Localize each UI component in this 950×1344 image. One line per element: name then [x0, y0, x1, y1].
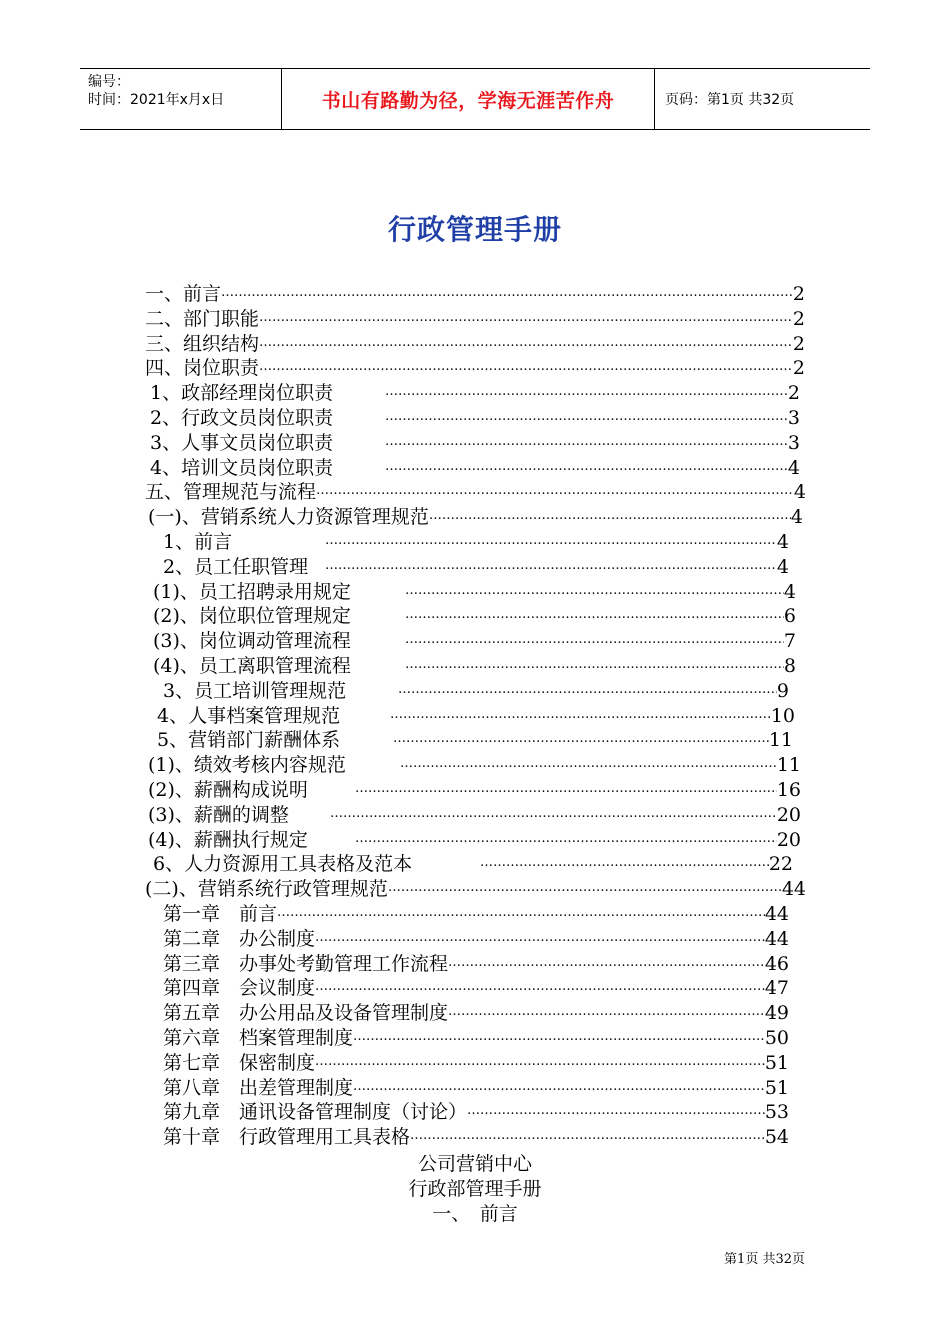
toc-entry-page: 20 — [776, 803, 801, 826]
toc-entry — [163, 1075, 789, 1100]
toc-entry — [163, 1000, 789, 1025]
toc-entry-page: 54 — [764, 1126, 789, 1149]
toc-entry-page: 4 — [783, 580, 796, 603]
header-page-info: 页码：第1页 共32页 — [665, 92, 795, 108]
toc-entry-leader — [330, 804, 777, 824]
toc-entry — [145, 306, 805, 331]
closing-line-section: 一、 前言 — [432, 1203, 518, 1225]
toc-entry-leader — [353, 1077, 765, 1097]
toc-entry-page: 2 — [792, 332, 805, 355]
document-number-label: 编号： — [88, 74, 130, 90]
toc-entry-page: 4 — [790, 506, 803, 529]
toc-entry-leader — [385, 382, 788, 402]
toc-entry-page: 11 — [768, 729, 793, 752]
toc-entry — [150, 405, 800, 430]
toc-entry-leader — [480, 853, 769, 873]
header-motto: 书山有路勤为径，学海无涯苦作舟 — [321, 89, 615, 112]
toc-entry-label: (1)、员工招聘录用规定 — [153, 580, 351, 603]
toc-entry-page: 4 — [793, 481, 806, 504]
toc-entry — [148, 504, 803, 529]
toc-entry — [157, 727, 793, 752]
toc-entry-leader — [390, 705, 771, 725]
document-title: 行政管理手册 — [387, 213, 562, 246]
toc-entry-leader — [385, 432, 788, 452]
toc-entry — [150, 380, 800, 405]
toc-entry-page: 3 — [787, 407, 800, 429]
toc-entry-page: 2 — [787, 382, 800, 405]
closing-line-company: 公司营销中心 — [417, 1153, 532, 1175]
toc-entry-label: 第六章 档案管理制度 — [163, 1027, 354, 1049]
header-page-cell — [655, 69, 870, 129]
toc-entry-label: 二、部门职能 — [145, 307, 260, 330]
header-motto-cell — [281, 69, 655, 129]
toc-entry-leader — [385, 457, 788, 477]
toc-entry-label: 五、管理规范与流程 — [145, 481, 317, 504]
toc-entry — [163, 1124, 789, 1149]
toc-entry-label: 4、培训文员岗位职责 — [150, 456, 334, 479]
toc-entry — [145, 331, 805, 356]
toc-entry-page: 44 — [781, 878, 806, 901]
toc-entry-leader — [315, 977, 765, 997]
toc-entry — [163, 926, 789, 951]
toc-entry — [153, 628, 796, 653]
toc-entry-page: 44 — [764, 927, 789, 950]
toc-entry-leader — [221, 283, 793, 303]
toc-entry — [163, 1050, 789, 1075]
toc-entry-page: 49 — [764, 1002, 789, 1025]
toc-entry-page: 9 — [776, 679, 789, 702]
toc-entry-page: 22 — [768, 853, 793, 876]
toc-entry-label: 第七章 保密制度 — [163, 1051, 316, 1074]
toc-entry-label: (4)、员工离职管理流程 — [153, 655, 351, 677]
toc-entry-leader — [277, 903, 765, 923]
toc-entry-leader — [259, 357, 793, 377]
toc-entry-leader — [467, 1101, 765, 1121]
toc-entry-leader — [400, 754, 777, 774]
toc-entry-label: 第四章 会议制度 — [163, 977, 316, 1000]
toc-entry-leader — [315, 928, 765, 948]
toc-entry-page: 44 — [764, 903, 789, 925]
toc-entry-page: 51 — [764, 1076, 789, 1099]
toc-entry-page: 2 — [792, 307, 805, 330]
toc-entry-label: 第二章 办公制度 — [163, 927, 316, 950]
toc-entry-label: (一)、营销系统人力资源管理规范 — [148, 506, 429, 529]
toc-entry-page: 4 — [776, 555, 789, 578]
toc-entry-leader — [325, 556, 777, 576]
toc-entry-page: 6 — [783, 605, 796, 628]
toc-entry-leader — [355, 829, 777, 849]
toc-entry-leader — [259, 333, 793, 353]
toc-entry-label: 第一章 前言 — [163, 903, 278, 925]
toc-entry-leader — [405, 630, 784, 650]
toc-entry — [153, 851, 793, 876]
toc-entry-page: 16 — [776, 779, 801, 801]
toc-entry — [145, 876, 806, 901]
toc-entry — [163, 975, 789, 1000]
toc-entry — [145, 355, 805, 380]
toc-entry-page: 7 — [783, 630, 796, 653]
toc-entry-label: 2、行政文员岗位职责 — [150, 407, 334, 429]
toc-entry-label: (1)、绩效考核内容规范 — [148, 754, 346, 777]
toc-entry — [153, 653, 796, 678]
toc-entry-label: (3)、岗位调动管理流程 — [153, 630, 351, 653]
page-footer: 第1页 共32页 — [724, 1252, 805, 1267]
toc-entry — [148, 827, 801, 852]
toc-entry-label: (3)、薪酬的调整 — [148, 803, 289, 826]
toc-entry-page: 53 — [764, 1101, 789, 1124]
toc-entry-leader — [315, 1052, 765, 1072]
toc-entry-leader — [448, 1002, 765, 1022]
toc-entry-page: 47 — [764, 977, 789, 1000]
toc-entry — [148, 777, 801, 802]
toc-entry-leader — [398, 680, 777, 700]
toc-entry — [153, 603, 796, 628]
toc-entry — [148, 802, 801, 827]
toc-entry-label: 3、人事文员岗位职责 — [150, 431, 334, 454]
toc-entry — [163, 1025, 789, 1050]
toc-entry-leader — [410, 1126, 765, 1146]
toc-entry-leader — [316, 481, 794, 501]
toc-entry-label: 5、营销部门薪酬体系 — [157, 729, 341, 752]
toc-entry-label: 3、员工培训管理规范 — [163, 679, 347, 702]
toc-entry-page: 2 — [792, 283, 805, 305]
toc-entry-page: 46 — [764, 952, 789, 975]
toc-entry-label: (2)、薪酬构成说明 — [148, 779, 308, 801]
toc-entry-label: 三、组织结构 — [145, 332, 260, 355]
toc-entry-page: 2 — [792, 357, 805, 380]
toc-entry — [163, 1099, 789, 1124]
toc-entry-label: 1、前言 — [163, 531, 233, 553]
toc-entry — [145, 281, 805, 306]
toc-entry-label: 2、员工任职管理 — [163, 555, 309, 578]
toc-entry — [148, 752, 801, 777]
toc-entry — [163, 529, 789, 554]
toc-entry-label: 第九章 通讯设备管理制度（讨论） — [163, 1101, 468, 1124]
toc-entry-label: (二)、营销系统行政管理规范 — [145, 878, 388, 901]
toc-entry-page: 11 — [776, 754, 801, 777]
header-table — [80, 68, 870, 130]
toc-entry-leader — [353, 1027, 765, 1047]
toc-entry-page: 20 — [776, 828, 801, 851]
toc-entry-label: 一、前言 — [145, 283, 222, 305]
toc-entry-leader — [259, 308, 793, 328]
toc-entry — [153, 579, 796, 604]
toc-entry — [145, 479, 806, 504]
toc-entry-page: 4 — [787, 456, 800, 479]
toc-entry-page: 4 — [776, 531, 789, 553]
toc-entry — [150, 430, 800, 455]
toc-entry-leader — [325, 531, 777, 551]
toc-entry-label: 第五章 办公用品及设备管理制度 — [163, 1002, 449, 1025]
toc-entry-label: 第三章 办事处考勤管理工作流程 — [163, 952, 449, 975]
toc-entry-leader — [429, 506, 791, 526]
toc-entry-label: 6、人力资源用工具表格及范本 — [153, 853, 413, 876]
toc-entry-page: 8 — [783, 655, 796, 677]
toc-entry-page: 10 — [770, 704, 795, 727]
toc-entry-leader — [393, 729, 769, 749]
toc-entry-leader — [355, 779, 777, 799]
toc-entry-label: 4、人事档案管理规范 — [157, 704, 341, 727]
header-meta-cell — [80, 69, 280, 129]
toc-entry — [163, 901, 789, 926]
toc-entry — [157, 703, 795, 728]
closing-line-manual: 行政部管理手册 — [408, 1178, 542, 1200]
toc-entry-label: 四、岗位职责 — [145, 357, 260, 380]
toc-entry — [163, 678, 789, 703]
toc-entry-label: 第八章 出差管理制度 — [163, 1076, 354, 1099]
toc-entry-leader — [448, 953, 765, 973]
toc-entry-leader — [385, 407, 788, 427]
toc-entry-leader — [388, 878, 782, 898]
toc-entry-page: 3 — [787, 431, 800, 454]
toc-entry-leader — [405, 581, 784, 601]
toc-entry-label: (2)、岗位职位管理规定 — [153, 605, 351, 628]
toc-entry-label: 1、政部经理岗位职责 — [150, 382, 334, 405]
toc-entry-leader — [405, 655, 784, 675]
toc-entry-label: (4)、薪酬执行规定 — [148, 828, 308, 851]
toc-entry-leader — [405, 605, 784, 625]
toc-entry-page: 50 — [764, 1027, 789, 1049]
toc-entry-label: 第十章 行政管理用工具表格 — [163, 1126, 411, 1149]
toc-entry — [163, 554, 789, 579]
toc-entry — [163, 951, 789, 976]
document-date-label: 时间：2021年x月x日 — [88, 92, 225, 108]
toc-entry — [150, 455, 800, 480]
toc-entry-page: 51 — [764, 1051, 789, 1074]
